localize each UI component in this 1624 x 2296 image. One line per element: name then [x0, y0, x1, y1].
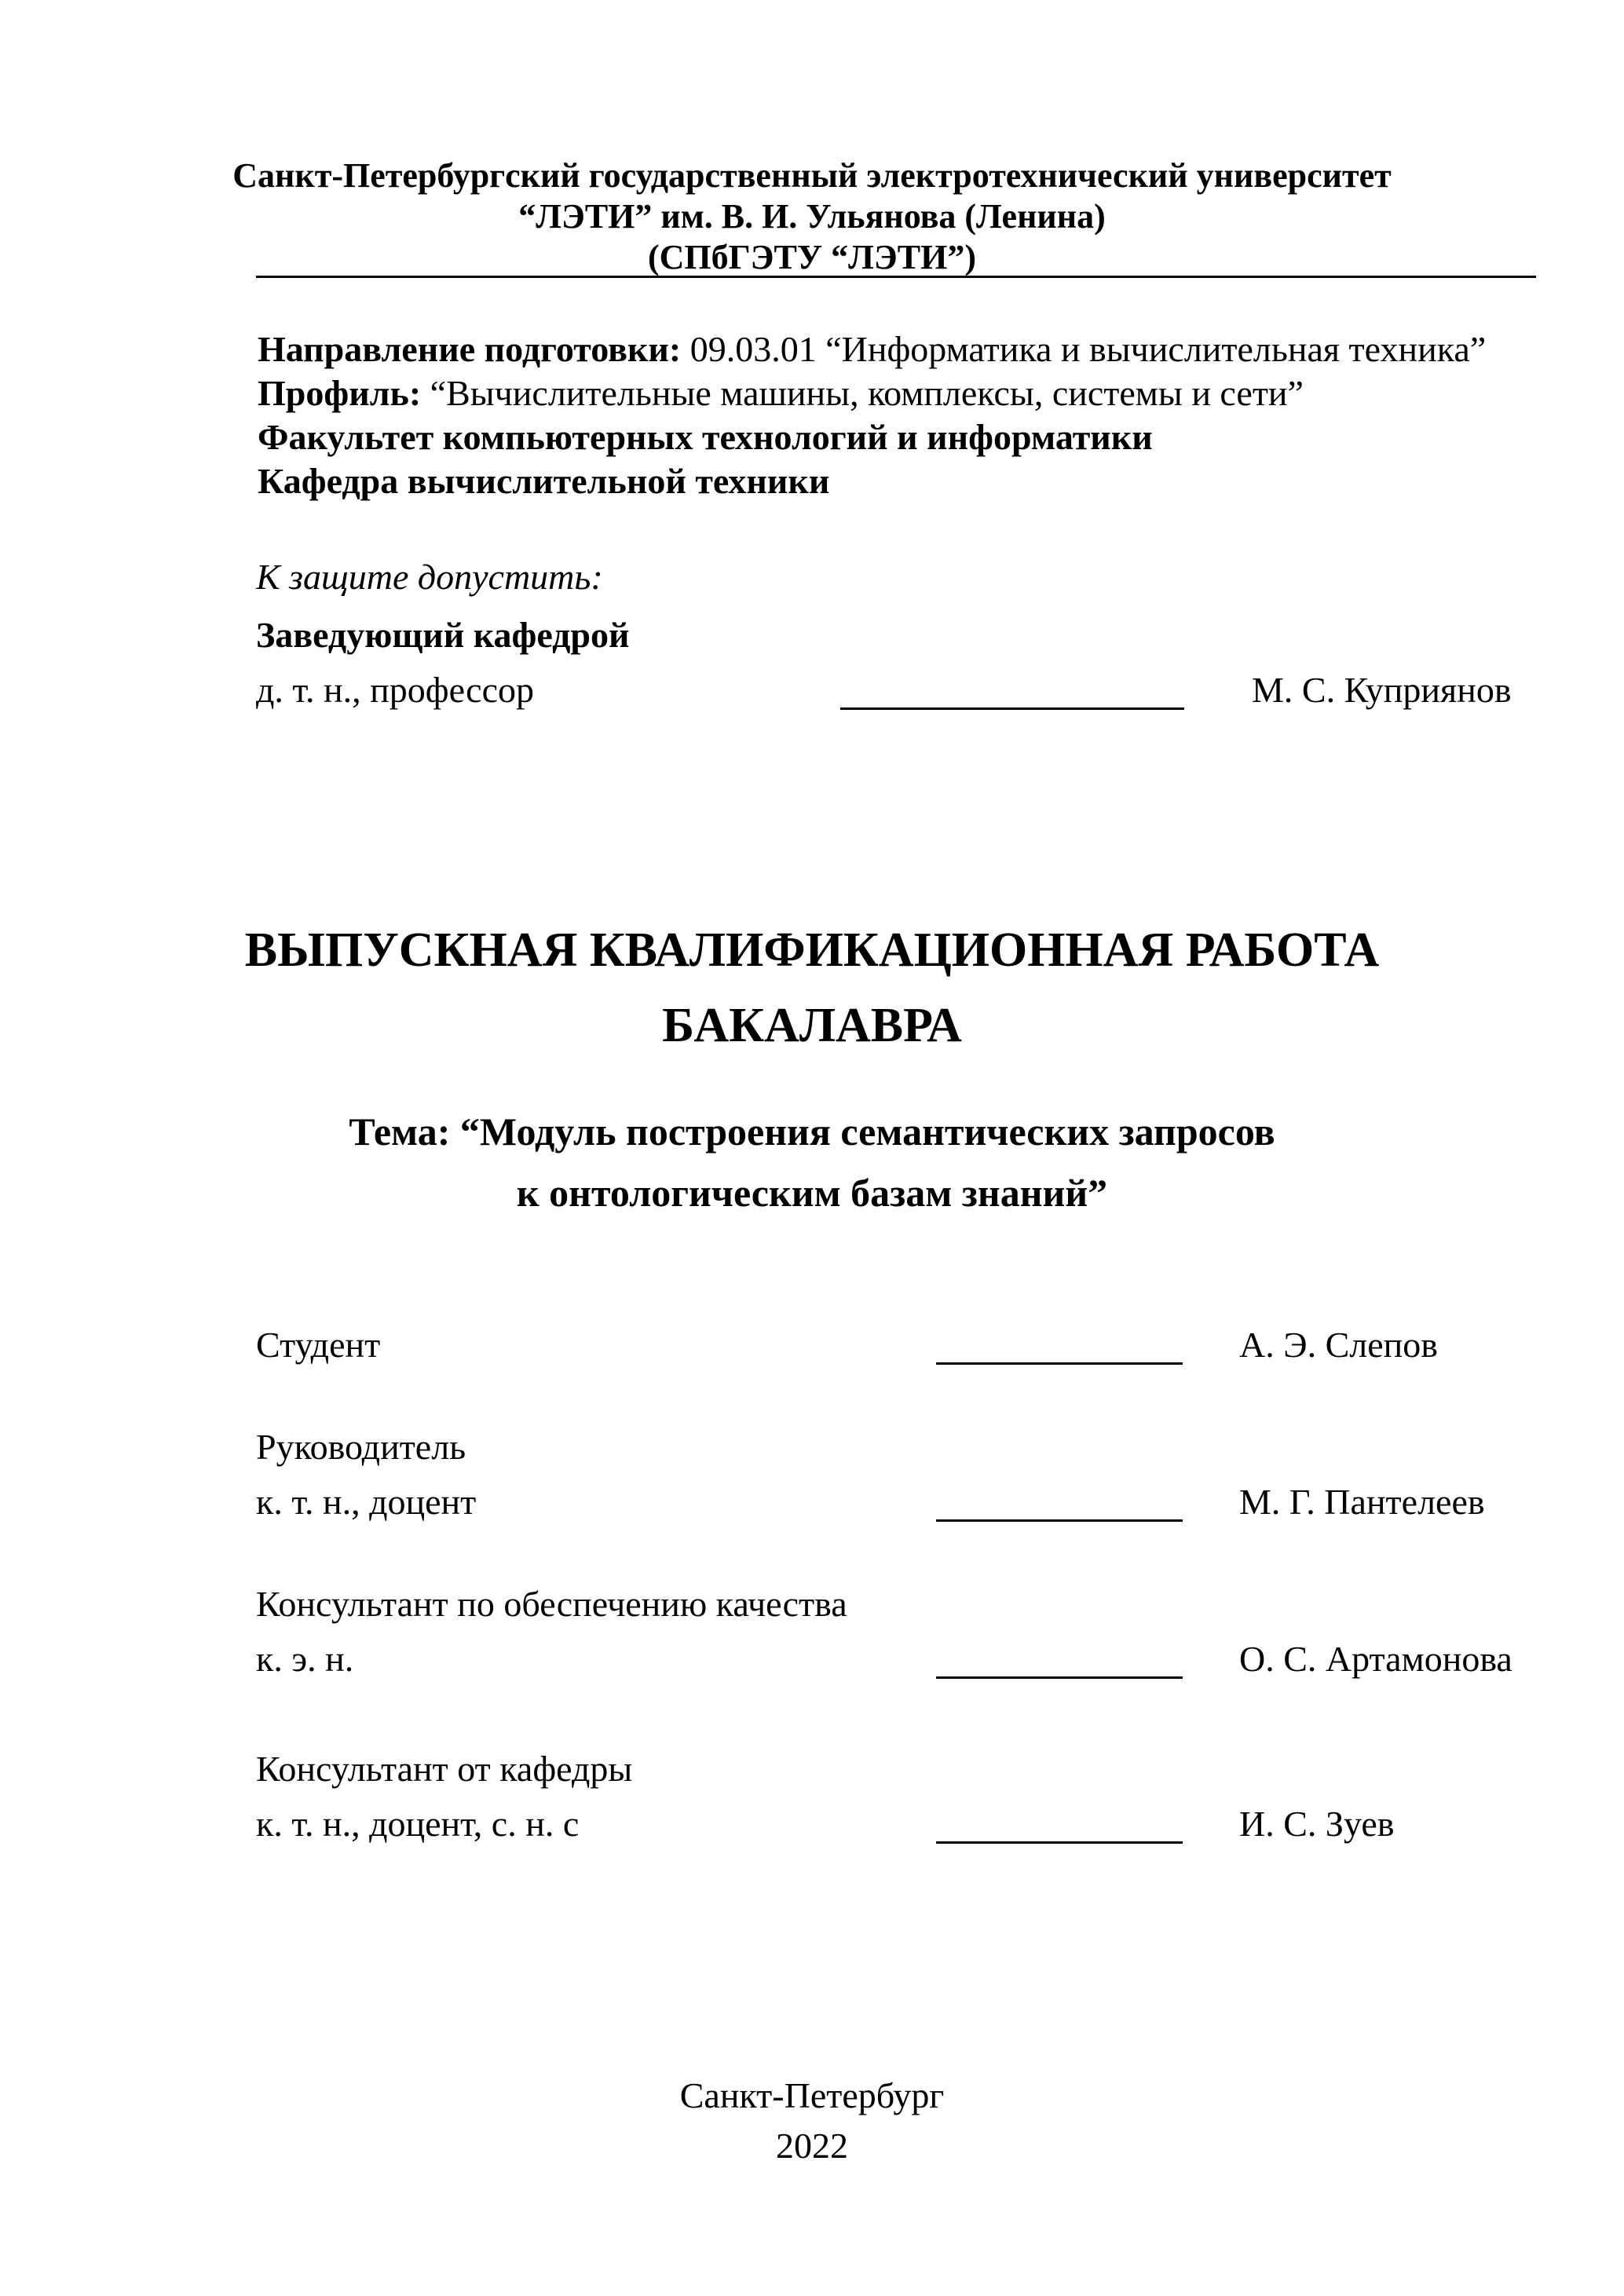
department-consultant-role: Консультант от кафедры	[256, 1749, 633, 1789]
direction-label: Направление подготовки:	[258, 329, 682, 369]
university-name-line1: Санкт-Петербургский государственный электротехнический университет	[232, 156, 1392, 195]
head-of-department-degree: д. т. н., профессор	[256, 670, 534, 710]
university-abbreviation: (СПбГЭТУ “ЛЭТИ”)	[648, 238, 976, 276]
supervisor-name: М. Г. Пантелеев	[1239, 1482, 1485, 1522]
head-of-department-title: Заведующий кафедрой	[256, 615, 630, 655]
quality-consultant-role: Консультант по обеспечению качества	[256, 1584, 847, 1624]
department-consultant-signature-line	[936, 1841, 1183, 1844]
quality-consultant-name: О. С. Артамонова	[1239, 1639, 1512, 1679]
department-consultant-degree: к. т. н., доцент, с. н. с	[256, 1804, 580, 1844]
profile-value: “Вычислительные машины, комплексы, системы и сети”	[421, 373, 1304, 413]
student-signature-line	[936, 1362, 1183, 1365]
university-name-line2: “ЛЭТИ” им. В. И. Ульянова (Ленина)	[518, 197, 1106, 236]
footer-year: 2022	[776, 2126, 848, 2166]
topic-line1: Тема: “Модуль построения семантических запросов	[349, 1110, 1275, 1153]
work-title-line2: БАКАЛАВРА	[662, 999, 962, 1052]
admit-to-defense: К защите допустить:	[256, 557, 603, 597]
supervisor-role: Руководитель	[256, 1427, 466, 1467]
department-name: Кафедра вычислительной техники	[258, 461, 830, 501]
student-name: А. Э. Слепов	[1239, 1325, 1438, 1365]
supervisor-signature-line	[936, 1519, 1183, 1522]
header-divider	[256, 276, 1536, 278]
quality-consultant-degree: к. э. н.	[256, 1639, 354, 1679]
work-title-line1: ВЫПУСКНАЯ КВАЛИФИКАЦИОННАЯ РАБОТА	[244, 923, 1380, 977]
direction-line	[258, 327, 1486, 372]
profile-label: Профиль:	[258, 373, 422, 413]
direction-value: 09.03.01 “Информатика и вычислительная техника”	[681, 329, 1487, 369]
department-consultant-name: И. С. Зуев	[1239, 1804, 1395, 1844]
quality-consultant-signature-line	[936, 1676, 1183, 1679]
faculty-name: Факультет компьютерных технологий и информатики	[258, 417, 1153, 457]
supervisor-degree: к. т. н., доцент	[256, 1482, 477, 1522]
student-role: Студент	[256, 1325, 381, 1365]
head-signature-line	[840, 707, 1184, 710]
head-of-department-name: М. С. Куприянов	[1252, 670, 1512, 710]
footer-city: Санкт-Петербург	[679, 2075, 945, 2115]
topic-line2: к онтологическим базам знаний”	[516, 1171, 1108, 1215]
profile-line	[258, 371, 1304, 416]
